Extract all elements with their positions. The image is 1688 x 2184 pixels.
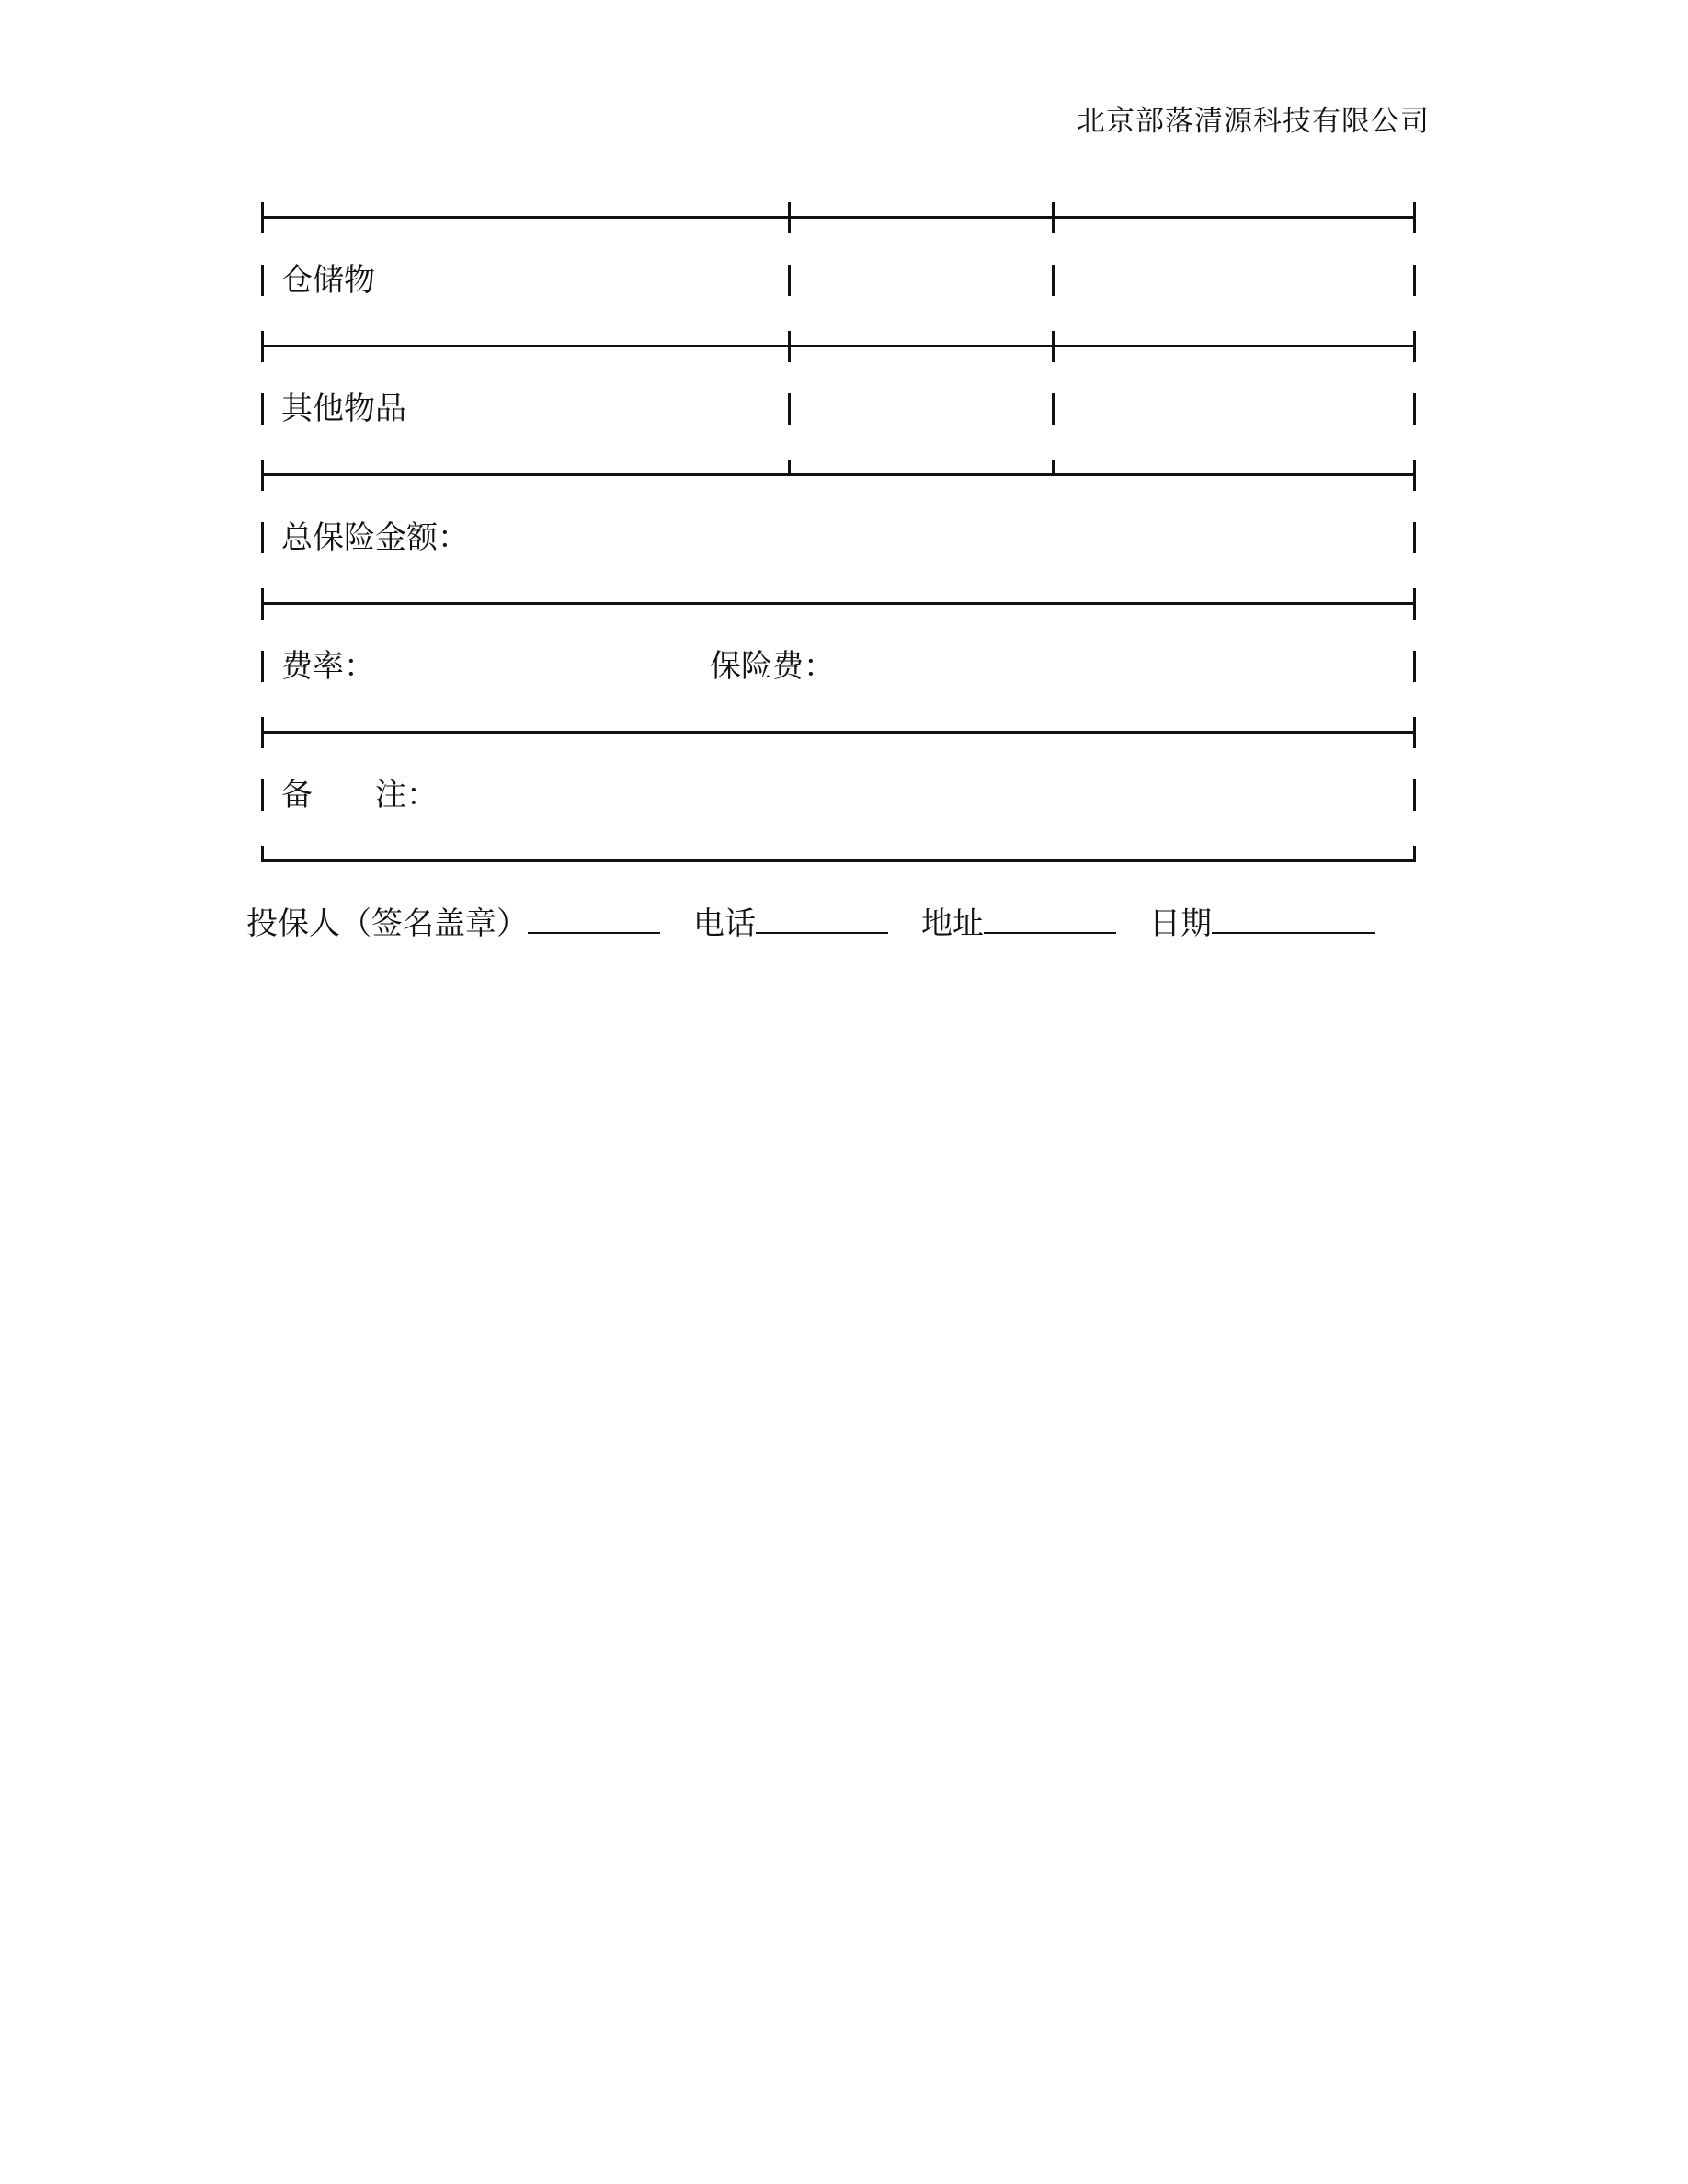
table-tick [1413, 588, 1416, 620]
cell-border [1052, 265, 1055, 296]
applicant-label: 投保人（签名盖章） [246, 905, 528, 942]
signature-line [246, 899, 1375, 944]
cell-border [261, 393, 264, 425]
cell-border [261, 651, 264, 682]
date-blank[interactable] [1212, 899, 1375, 934]
cell-border [788, 265, 791, 296]
cell-border [1413, 779, 1416, 811]
rate-label: 费率： [281, 648, 375, 685]
table-tick [1413, 717, 1416, 748]
table-rule [261, 859, 1416, 862]
cell-border [261, 522, 264, 553]
remarks-label: 备 注： [281, 777, 438, 813]
table-rule [261, 216, 1416, 219]
date-label: 日期 [1149, 905, 1212, 942]
table-tick [1413, 331, 1416, 362]
row-label-other-items: 其他物品 [281, 391, 406, 427]
company-name: 北京部落清源科技有限公司 [1077, 105, 1430, 138]
table-tick [261, 202, 264, 233]
cell-border [1413, 393, 1416, 425]
cell-border [1413, 522, 1416, 553]
cell-border [261, 779, 264, 811]
table-tick [261, 717, 264, 748]
table-tick [261, 460, 264, 491]
phone-label: 电话 [693, 905, 756, 942]
cell-border [1052, 393, 1055, 425]
applicant-blank[interactable] [528, 899, 660, 934]
cell-border [788, 393, 791, 425]
total-insured-label: 总保险金额： [281, 519, 469, 556]
row-label-storage: 仓储物 [281, 262, 375, 299]
table-tick [788, 202, 791, 233]
address-blank[interactable] [984, 899, 1116, 934]
table-tick [261, 588, 264, 620]
insurance-form-table [261, 202, 1416, 864]
table-rule [261, 602, 1416, 605]
table-tick [1413, 202, 1416, 233]
table-tick [788, 460, 791, 476]
table-tick [261, 846, 264, 862]
table-tick [1052, 460, 1055, 476]
address-label: 地址 [921, 905, 984, 942]
table-rule [261, 473, 1416, 476]
table-rule [261, 345, 1416, 347]
cell-border [1413, 265, 1416, 296]
table-rule [261, 731, 1416, 734]
premium-label: 保险费： [710, 648, 835, 685]
table-tick [1052, 331, 1055, 362]
phone-blank[interactable] [756, 899, 888, 934]
cell-border [1413, 651, 1416, 682]
table-tick [1413, 846, 1416, 862]
table-tick [788, 331, 791, 362]
table-tick [1413, 460, 1416, 491]
cell-border [261, 265, 264, 296]
table-tick [1052, 202, 1055, 233]
table-tick [261, 331, 264, 362]
